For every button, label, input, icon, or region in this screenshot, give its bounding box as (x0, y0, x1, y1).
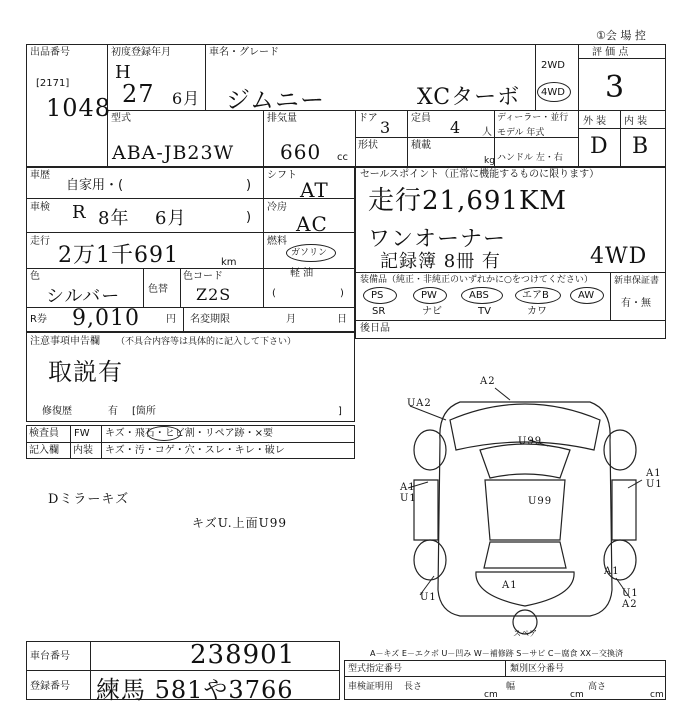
vehicle-use: 自家用・( (66, 178, 124, 193)
type-designation-label: 型式指定番号 (348, 664, 403, 674)
color: シルバー (46, 286, 121, 307)
repair-close: ] (338, 406, 342, 417)
equip-navi: ナビ (422, 306, 442, 317)
interior-check-label: 内装 (73, 445, 93, 456)
car-name: ジムニー (226, 86, 326, 114)
shaken-era: R (72, 202, 87, 223)
inspector-label: 検査員 (29, 428, 59, 439)
fuel-gas: ガソリン (291, 248, 328, 258)
drive-2wd-label: 2WD (541, 60, 565, 71)
load-unit: kg (484, 156, 495, 166)
mileage-unit: km (221, 257, 237, 268)
ac: AC (296, 212, 328, 236)
repair-history-label: 修復歴 (42, 406, 72, 417)
cert-label: 車検証明用 (348, 682, 394, 692)
new-warranty-label: 新車保証書 (614, 276, 660, 286)
entry-label: 記入欄 (29, 445, 59, 456)
lot-number: 1048 (46, 94, 112, 122)
selling-line-1: 走行21,691KM (368, 186, 568, 216)
registration-year: 27 (122, 80, 155, 108)
selling-line-3: 記録簿 8冊 有 (380, 251, 501, 272)
displacement-unit: cc (337, 152, 348, 163)
height-unit: cm (650, 690, 664, 700)
shaken-year: 8年 (98, 208, 130, 229)
spare-label: スペア (513, 629, 537, 638)
car-grade: XCターボ (417, 85, 521, 110)
name-change-month: 月 (286, 314, 296, 325)
equip-leather: カワ (527, 306, 547, 317)
handle-label: ハンドル 左・右 (497, 153, 563, 163)
ac-label: 冷房 (267, 202, 287, 213)
capacity-unit: 人 (482, 127, 492, 138)
chassis-number: 238901 (190, 640, 296, 670)
fw-items: キズ・飛石・ヒビ割・リペア跡・×要 (105, 428, 273, 439)
diagram-code-left-side: A1 U1 (400, 482, 417, 504)
model-label: 型式 (111, 113, 131, 124)
dealer-label: ディーラー・並行 (497, 113, 569, 123)
registration-era: H (115, 62, 132, 83)
color-code-label: 色コード (183, 271, 223, 282)
venue-copy-label: ①会 場 控 (596, 29, 646, 42)
recycle-amount: 9,010 (72, 306, 140, 331)
fuel-diesel: 軽 油 (290, 268, 314, 279)
exterior-label: 外 装 (583, 116, 607, 127)
diagram-code-ua2: UA2 (407, 398, 432, 409)
capacity: 4 (450, 118, 462, 137)
model-code: ABA-JB23W (112, 142, 235, 164)
color-code: Z2S (196, 285, 232, 304)
selling-points-label: セールスポイント（正常に機能するものに限ります） (360, 169, 600, 180)
diagram-code-right-side: A1 U1 (646, 468, 663, 490)
interior-check-items: キズ・汚・コゲ・穴・スレ・キレ・破レ (105, 445, 285, 456)
lot-number-label: 出品番号 (30, 47, 70, 58)
color-label: 色 (30, 271, 40, 282)
displacement-label: 排気量 (267, 113, 297, 124)
damage-legend: A－キズ E－エクボ U－凹み W－補修跡 S－サビ C－腐食 XX－交換済 (370, 649, 624, 658)
color-change-label: 色替 (148, 284, 168, 295)
shaken-month: 6月 (155, 208, 187, 229)
repair-place: [箇所 (132, 406, 156, 417)
fuel-other-close: ) (340, 288, 344, 299)
notes-label: 注意事項申告欄 (30, 336, 100, 347)
interior-label: 内 装 (624, 116, 648, 127)
shaken-close: ) (246, 210, 252, 225)
repair-has: 有 (108, 406, 118, 417)
fw-label: FW (74, 428, 90, 439)
width-label: 幅 (506, 682, 516, 692)
drive-4wd-label: 4WD (541, 87, 565, 98)
first-registration-label: 初度登録年月 (111, 47, 171, 58)
inspector-note-1: Dミラーキズ (48, 492, 130, 507)
vehicle-use-close: ) (246, 178, 252, 193)
shift-label: シフト (267, 170, 297, 181)
doors-label: ドア (358, 113, 378, 124)
interior-grade: B (632, 134, 650, 159)
doors: 3 (380, 118, 392, 137)
diagram-code-right-rear: U1 A2 (622, 588, 639, 610)
diagram-code-u99-roof: U99 (528, 496, 553, 507)
load-label: 積載 (411, 140, 431, 151)
class-number-label: 類別区分番号 (510, 664, 565, 674)
equip-abs: ABS (469, 290, 489, 301)
registration-label: 登録番号 (30, 681, 70, 692)
equip-ps: PS (371, 290, 384, 301)
inspector-note-2: キズU.上面U99 (192, 516, 287, 530)
diagram-code-a2-top: A2 (480, 376, 496, 387)
height-label: 高さ (588, 682, 607, 692)
name-change-day: 日 (337, 314, 347, 325)
displacement: 660 (280, 140, 322, 164)
equip-airbag: エアB (522, 290, 549, 301)
equipment-label: 装備品（純正・非純正のいずれかに○をつけてください） (360, 275, 593, 285)
shift: AT (300, 178, 329, 202)
evaluation-label: 評 価 点 (592, 47, 629, 58)
notes-text: 取説有 (48, 358, 123, 386)
notes-sub: （不具合内容等は具体的に記入して下さい） (116, 337, 297, 347)
registration-number: 練馬 581や3766 (96, 676, 294, 704)
shape-label: 形状 (358, 140, 378, 151)
evaluation-score: 3 (605, 70, 626, 105)
name-change-label: 名変期限 (190, 314, 230, 325)
equip-sr: SR (372, 306, 386, 317)
fuel-other: ( (272, 288, 276, 299)
registration-month: 6月 (172, 89, 201, 108)
car-name-label: 車名・グレード (209, 47, 279, 58)
equip-aw: AW (578, 290, 595, 301)
equip-tv: TV (478, 306, 491, 317)
shaken-label: 車検 (30, 202, 50, 213)
selling-line-2: ワンオーナー (368, 227, 507, 252)
width-unit: cm (570, 690, 584, 700)
model-year-label: モデル 年式 (497, 128, 545, 138)
diagram-code-a1-right: A1 (604, 566, 620, 577)
recycle-label: R券 (30, 314, 47, 325)
recycle-unit: 円 (166, 314, 176, 325)
stone-chip-circle (147, 426, 181, 441)
rear-items-label: 後日品 (360, 323, 390, 334)
fuel-label: 燃料 (267, 236, 287, 247)
mileage: 2万1千691 (58, 243, 179, 268)
equip-pw: PW (421, 290, 437, 301)
mileage-label: 走行 (30, 236, 50, 247)
length-unit: cm (484, 690, 498, 700)
capacity-label: 定員 (411, 113, 431, 124)
exterior-grade: D (590, 134, 609, 159)
chassis-label: 車台番号 (30, 651, 70, 662)
diagram-code-a1-rear: A1 (502, 580, 518, 591)
diagram-code-u1-left: U1 (420, 592, 437, 603)
selling-line-3-extra: 4WD (590, 244, 648, 269)
lot-code: [2171] (36, 78, 70, 89)
vehicle-history-label: 車歴 (30, 170, 50, 181)
diagram-code-u99-hood: U99 (518, 436, 543, 447)
length-label: 長さ (404, 682, 423, 692)
new-warranty-value: 有・無 (621, 298, 651, 309)
